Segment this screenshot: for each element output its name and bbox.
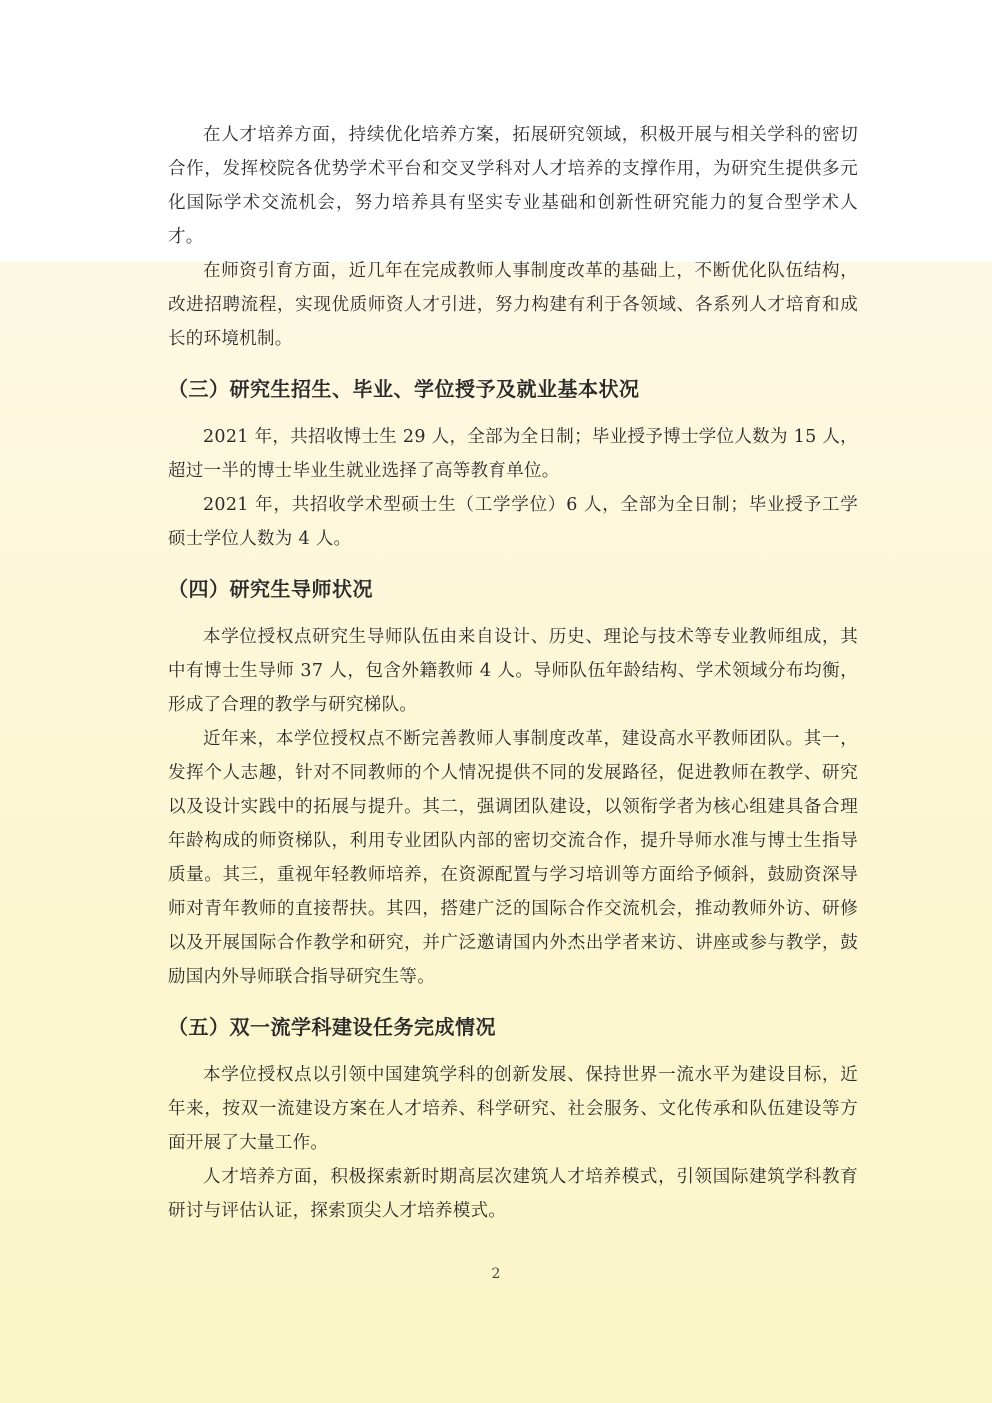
paragraph-faculty-development: 在师资引育方面，近几年在完成教师人事制度改革的基础上，不断优化队伍结构，改进招聘流程，实现优质师资人才引进，努力构建有利于各领域、各系列人才培育和成长的环境机制。 (168, 261, 858, 349)
document-body (168, 118, 858, 1228)
paragraph-master-enrollment: 2021 年，共招收学术型硕士生（工学学位）6 人，全部为全日制；毕业授予工学硕士学位人数为 4 人。 (168, 495, 858, 549)
paragraph-doctoral-enrollment: 2021 年，共招收博士生 29 人，全部为全日制；毕业授予博士学位人数为 15 人，超过一半的博士毕业生就业选择了高等教育单位。 (168, 427, 858, 481)
section-heading-enrollment: （三）研究生招生、毕业、学位授予及就业基本状况 (168, 377, 640, 401)
paragraph-talent-cultivation: 在人才培养方面，持续优化培养方案，拓展研究领域，积极开展与相关学科的密切合作，发挥校院各优势学术平台和交叉学科对人才培养的支撑作用，为研究生提供多元化国际学术交流机会，努力培养具有坚实专业基础和创新性研究能力的复合型学术人才。 (168, 125, 858, 247)
page-number: 2 (491, 1266, 501, 1282)
paragraph-talent-model: 人才培养方面，积极探索新时期高层次建筑人才培养模式，引领国际建筑学科教育研讨与评估认证，探索顶尖人才培养模式。 (168, 1167, 858, 1221)
paragraph-supervisor-team: 本学位授权点研究生导师队伍由来自设计、历史、理论与技术等专业教师组成，其中有博士生导师 37 人，包含外籍教师 4 人。导师队伍年龄结构、学术领域分布均衡，形成了合理的教学与研究梯队。 (168, 627, 858, 715)
section-heading-supervisors: （四）研究生导师状况 (168, 577, 373, 601)
paragraph-supervisor-reform: 近年来，本学位授权点不断完善教师人事制度改革，建设高水平教师团队。其一，发挥个人志趣，针对不同教师的个人情况提供不同的发展路径，促进教师在教学、研究以及设计实践中的拓展与提升。其二，强调团队建设，以领衔学者为核心组建具备合理年龄构成的师资梯队，利用专业团队内部的密切交流合作，提升导师水准与博士生指导质量。其三，重视年轻教师培养，在资源配置与学习培训等方面给予倾斜，鼓励资深导师对青年教师的直接帮扶。其四，搭建广泛的国际合作交流机会，推动教师外访、研修以及开展国际合作教学和研究，并广泛邀请国内外杰出学者来访、讲座或参与教学，鼓励国内外导师联合指导研究生等。 (168, 729, 858, 987)
section-heading-double-first-class: （五）双一流学科建设任务完成情况 (168, 1015, 496, 1039)
paragraph-construction-goal: 本学位授权点以引领中国建筑学科的创新发展、保持世界一流水平为建设目标，近年来，按双一流建设方案在人才培养、科学研究、社会服务、文化传承和队伍建设等方面开展了大量工作。 (168, 1065, 858, 1153)
